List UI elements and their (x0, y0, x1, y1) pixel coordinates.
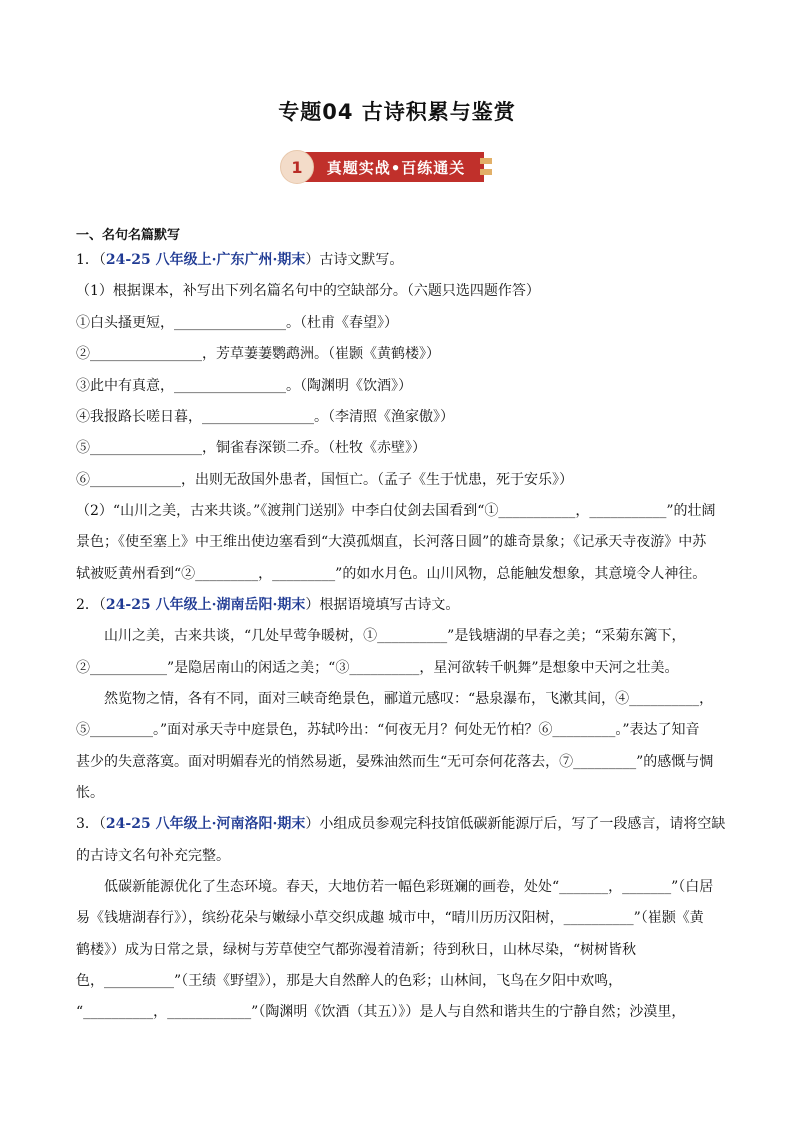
question-3-text: “__________，____________”（陶渊明《饮酒（其五）》）是人与自然和谐共生的宁静自然；沙漠里， (76, 1004, 686, 1020)
question-2-text: 甚少的失意落寞。面对明媚春光的悄然易逝，晏殊油然而生“无可奈何花落去，⑦_________”的感慨与惆 (76, 754, 714, 770)
question-number: 2．（ (76, 597, 106, 613)
question-2-text: ⑤_________。”面对承天寺中庭景色，苏轼吟出：“何夜无月？何处无竹柏？⑥_________。”表达了知音 (76, 722, 700, 738)
question-source: 24-25 八年级上·河南洛阳·期末 (105, 816, 306, 832)
section-heading: 一、名句名篇默写 (76, 228, 181, 243)
page-title: 专题04 古诗积累与鉴赏 (278, 100, 516, 124)
question-3-text: 鹤楼》）成为日常之景，绿树与芳草使空气都弥漫着清新；待到秋日，山林尽染，“树树皆秋 (76, 942, 637, 958)
banner-label: 真题实战•百练通关 (300, 152, 484, 182)
question-prompt: ）小组成员参观完科技馆低碳新能源厅后，写了一段感言，请将空缺 (305, 816, 726, 832)
question-source: 24-25 八年级上·湖南岳阳·期末 (105, 597, 306, 613)
fill-item: ②________________，芳草萋萋鹦鹉洲。（崔颢《黄鹤楼》） (76, 346, 440, 362)
question-1-part-2: 景色；《使至塞上》中王维出使边塞看到“大漠孤烟直，长河落日圆”的雄奇景象；《记承天寺夜游》中苏 (76, 534, 707, 550)
question-2-header (76, 595, 718, 615)
question-prompt: ）古诗文默写。 (305, 252, 404, 268)
question-number: 3．（ (76, 816, 106, 832)
question-3-text: 易《钱塘湖春行》），缤纷花朵与嫩绿小草交织成趣 城市中，“晴川历历汉阳树，__________”（崔颢《黄 (76, 910, 704, 926)
banner-decoration (480, 169, 492, 175)
question-2-text: 然览物之情，各有不同，面对三峡奇绝景色，郦道元感叹：“悬泉瀑布，飞漱其间，④__________， (104, 691, 714, 707)
question-1-part-1: （1）根据课本，补写出下列名篇名句中的空缺部分。（六题只选四题作答） (76, 283, 540, 299)
question-3-text: 色，__________”（王绩《野望》），那是大自然醉人的色彩；山林间，飞鸟在夕阳中欢鸣， (76, 973, 623, 989)
banner-number: 1 (280, 150, 314, 184)
question-1-part-2: 轼被贬黄州看到“②_________，_________”的如水月色。山川风物，总能触发想象，其意境令人神往。 (76, 566, 707, 582)
banner-decoration (480, 158, 492, 164)
fill-item: ⑤________________，铜雀春深锁二乔。（杜牧《赤壁》） (76, 440, 426, 456)
question-2-text: 怅。 (76, 785, 104, 801)
question-3-header (76, 814, 726, 834)
question-prompt: ）根据语境填写古诗文。 (305, 597, 460, 613)
question-3-text: 的古诗文名句补充完整。 (76, 848, 230, 864)
fill-item: ①白头搔更短，________________。（杜甫《春望》） (76, 315, 398, 331)
question-source: 24-25 八年级上·广东广州·期末 (105, 252, 306, 268)
question-1-header (76, 250, 718, 270)
section-banner (280, 148, 512, 186)
question-2-text: 山川之美，古来共谈，“几处早莺争暖树，①__________”是钱塘湖的早春之美；“采菊东篱下， (104, 628, 686, 644)
fill-item: ③此中有真意，________________。（陶渊明《饮酒》） (76, 378, 412, 394)
question-3-text: 低碳新能源优化了生态环境。春天，大地仿若一幅色彩斑斓的画卷，处处“_______，_______”（白居 (104, 879, 714, 895)
question-2-text: ②___________”是隐居南山的闲适之美；“③__________，星河欲转千帆舞”是想象中天河之壮美。 (76, 660, 679, 676)
fill-item: ④我报路长嗟日暮，________________。（李清照《渔家傲》） (76, 409, 454, 425)
fill-item: ⑥_____________，出则无敌国外患者，国恒亡。（孟子《生于忧患，死于安乐》） (76, 472, 573, 488)
question-1-part-2: （2）“山川之美，古来共谈。”《渡荆门送别》中李白仗剑去国看到“①___________，___________”的壮阔 (76, 503, 716, 519)
question-number: 1．（ (76, 252, 106, 268)
